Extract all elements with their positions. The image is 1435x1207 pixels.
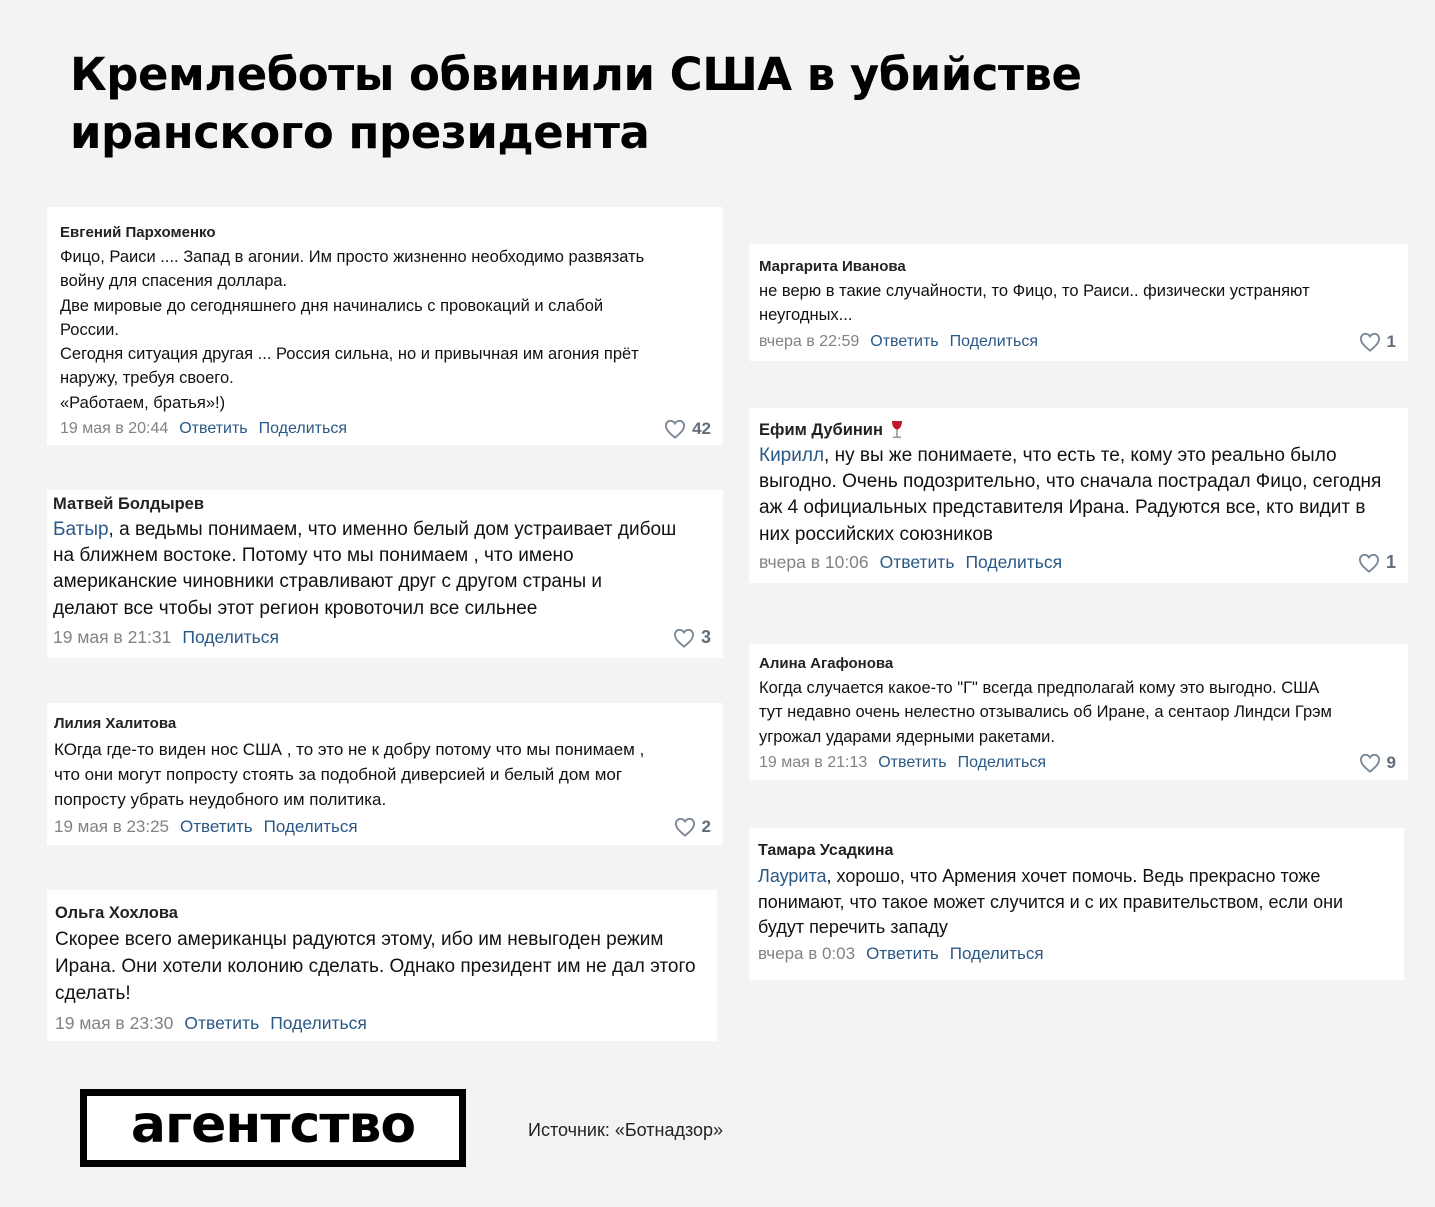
- share-link[interactable]: Поделиться: [957, 753, 1046, 771]
- like-button[interactable]: [1359, 753, 1396, 773]
- heart-icon: [673, 628, 695, 648]
- reply-link[interactable]: Ответить: [180, 817, 253, 836]
- reply-link[interactable]: Ответить: [878, 753, 947, 771]
- comment-date[interactable]: 19 мая в 21:13: [759, 753, 868, 771]
- comment-card: [749, 828, 1404, 980]
- share-link[interactable]: Поделиться: [182, 627, 280, 648]
- comment-text: Кирилл, ну вы же понимаете, что есть те, кому это реально было выгодно. Очень подозрительно, что сначала пострадал Фицо, сегодня аж 4 официальных представителя Ирана. Радуются все, кто видит в них российских союзников: [759, 445, 1382, 545]
- like-count: 42: [692, 419, 711, 439]
- comment-date[interactable]: 19 мая в 20:44: [60, 420, 169, 438]
- headline: [70, 46, 1170, 162]
- comment-text: Фицо, Раиси .... Запад в агонии. Им просто жизненно необходимо развязать войну для спасения доллара. Две мировые до сегодняшнего дня начинались с провокаций и слабой России. Сегодня ситуация другая ... Россия сильна, но и привычная им агония прёт наружу, требуя своего. «Работаем, братья»!): [60, 248, 645, 412]
- comment-meta: [759, 329, 1396, 355]
- share-link[interactable]: Поделиться: [949, 332, 1038, 350]
- comment-card: [749, 244, 1408, 361]
- share-link[interactable]: Поделиться: [949, 943, 1044, 963]
- reply-link[interactable]: Ответить: [179, 420, 248, 438]
- share-link[interactable]: Поделиться: [258, 420, 347, 438]
- comment-author[interactable]: Маргарита Иванова: [759, 257, 906, 275]
- comment-author[interactable]: Тамара Усадкина: [758, 842, 894, 859]
- comment-meta: [54, 814, 711, 840]
- comment-date[interactable]: 19 мая в 21:31: [53, 627, 172, 648]
- comment-text: Когда случается какое-то "Г" всегда предполагай кому это выгодно. США тут недавно очень нелестно отзывались об Иране, а сентаор Линдси Грэм угрожал ударами ядерными ракетами.: [759, 679, 1332, 746]
- comment-text: Скорее всего американцы радуются этому, ибо им невыгоден режим Ирана. Они хотели колонию сделать. Однако президент им не дал этого сделать!: [55, 929, 696, 1004]
- heart-icon: [1359, 332, 1381, 352]
- like-button[interactable]: [674, 817, 711, 837]
- source-caption: Источник: «Ботнадзор»: [528, 1120, 724, 1140]
- comment-text: Батыр, а ведьмы понимаем, что именно белый дом устраивает дибош на ближнем востоке. Потому что мы понимаем , что имено американские чиновники стравливают друг с другом страны и делают все чтобы этот регион кровоточил все сильнее: [53, 519, 677, 619]
- heart-icon: [1359, 753, 1381, 773]
- wine-glass-icon: [889, 420, 905, 440]
- headline-line-1: Кремлеботы обвинили США в убийстве: [70, 48, 1082, 101]
- comment-meta: [55, 1008, 705, 1038]
- reply-link[interactable]: Ответить: [866, 943, 939, 963]
- like-count: 9: [1386, 752, 1396, 772]
- comment-author[interactable]: Алина Агафонова: [759, 654, 894, 672]
- comment-card: [749, 644, 1408, 780]
- like-button[interactable]: [664, 419, 711, 439]
- comment-date[interactable]: вчера в 10:06: [759, 552, 869, 573]
- heart-icon: [1358, 553, 1380, 573]
- comment-author[interactable]: Евгений Пархоменко: [60, 223, 216, 241]
- comment-author[interactable]: Лилия Халитова: [54, 714, 177, 732]
- comment-meta: [759, 548, 1396, 578]
- brand-logo: агентство: [80, 1089, 466, 1167]
- comment-card: [47, 207, 723, 445]
- share-link[interactable]: Поделиться: [263, 817, 358, 836]
- share-link[interactable]: Поделиться: [270, 1012, 367, 1033]
- like-button[interactable]: [1358, 552, 1396, 573]
- reply-link[interactable]: Ответить: [870, 332, 939, 350]
- comment-meta: [758, 941, 1392, 967]
- share-link[interactable]: Поделиться: [965, 552, 1063, 573]
- comment-author[interactable]: Ольга Хохлова: [55, 903, 178, 922]
- reply-link[interactable]: Ответить: [184, 1012, 260, 1033]
- mention-link[interactable]: Лаурита: [758, 866, 827, 886]
- comment-date[interactable]: вчера в 22:59: [759, 332, 860, 350]
- like-count: 1: [1386, 331, 1396, 351]
- comment-date[interactable]: вчера в 0:03: [758, 943, 856, 963]
- comment-text: КОгда где-то виден нос США , то это не к добру потому что мы понимаем , что они могут попросту стоять за подобной диверсией и белый дом мог попросту убрать неудобного им политика.: [54, 740, 645, 809]
- comment-card: [47, 890, 717, 1041]
- like-button[interactable]: [673, 627, 711, 648]
- mention-link[interactable]: Батыр: [53, 519, 109, 540]
- comment-meta: [759, 750, 1396, 776]
- comment-meta: [53, 623, 711, 653]
- comment-author[interactable]: Ефим Дубинин: [759, 418, 1396, 442]
- reply-link[interactable]: Ответить: [879, 552, 955, 573]
- like-button[interactable]: [1359, 332, 1396, 352]
- headline-line-2: иранского президента: [70, 106, 650, 159]
- comment-date[interactable]: 19 мая в 23:30: [55, 1012, 174, 1033]
- heart-icon: [664, 419, 686, 439]
- like-count: 2: [701, 817, 711, 836]
- like-count: 1: [1385, 552, 1396, 573]
- comment-text: Лаурита, хорошо, что Армения хочет помочь. Ведь прекрасно тоже понимают, что такое может случится и с их правительством, если они будут перечить западу: [758, 866, 1344, 937]
- heart-icon: [674, 817, 696, 837]
- mention-link[interactable]: Кирилл: [759, 445, 825, 466]
- comment-meta: [60, 416, 711, 442]
- comment-text: не верю в такие случайности, то Фицо, то Раиси.. физически устраняют неугодных...: [759, 282, 1310, 325]
- comment-date[interactable]: 19 мая в 23:25: [54, 817, 169, 836]
- comment-card: [749, 408, 1408, 583]
- comment-author[interactable]: Матвей Болдырев: [53, 494, 205, 513]
- comment-card: [47, 703, 723, 845]
- comment-card: [47, 490, 723, 658]
- like-count: 3: [700, 627, 711, 648]
